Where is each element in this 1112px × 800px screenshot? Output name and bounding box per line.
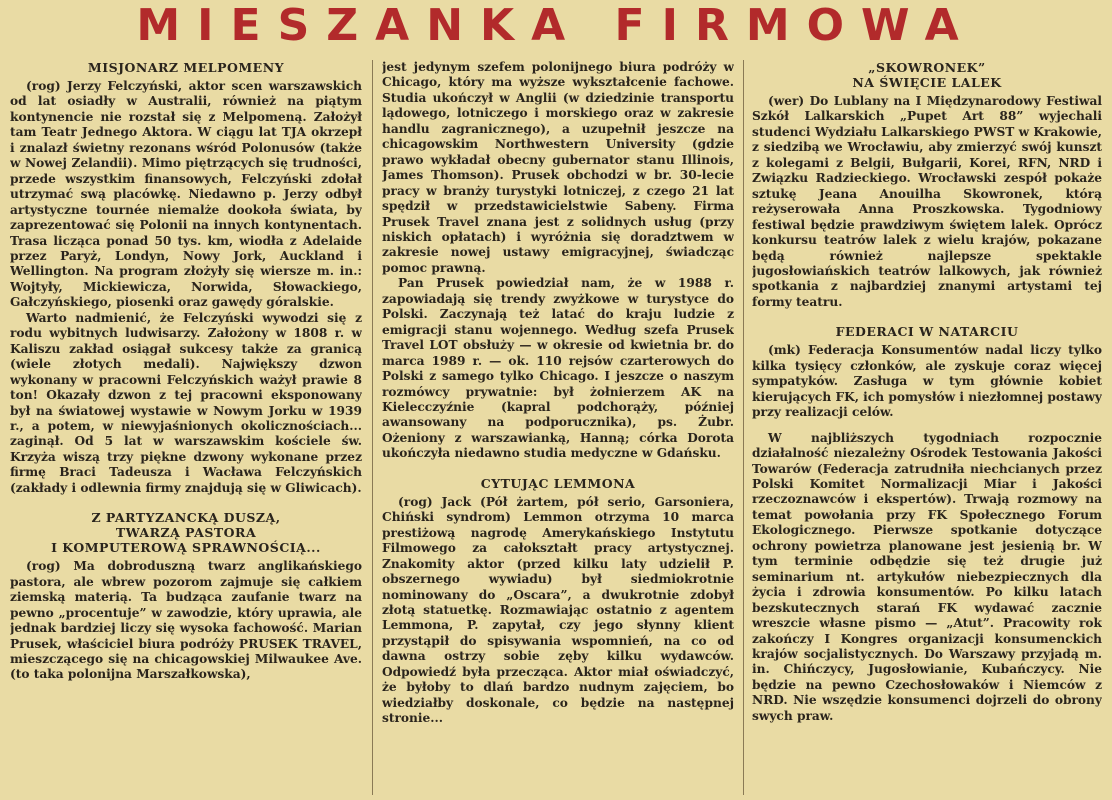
- column-divider: [743, 60, 744, 795]
- article-paragraph: (rog) Jack (Pół żartem, pół serio, Garsoniera, Chiński syndrom) Lemmon otrzyma 10 marca prestiżową nagrodę Amerykańskiego Instytutu Filmowego za całokształt pracy artystycznej. Znakomity aktor (przed kilku laty udzielił P. obszernego wywiadu) był siedmiokrotnie nominowany do „Oscara”, a dwukrotnie zdobył złotą statuetkę. Rozmawiając ostatnio z agentem Lemmona, P. zapytał, czy jego słynny klient przystąpił do spisywania wspomnień, na co od dawna ostrzy sobie zęby kilku wydawców. Odpowiedź była przecząca. Aktor miał oświadczyć, że byłoby to dlań bardzo nudnym zajęciem, bo wiedziałby doskonale, co będzie na następnej stronie...: [382, 494, 734, 726]
- article-heading: Z PARTYZANCKĄ DUSZĄ,: [91, 510, 281, 526]
- column-1: [10, 60, 362, 800]
- column-2: [382, 60, 734, 800]
- article-heading: „SKOWRONEK”: [868, 60, 986, 75]
- article-heading: NA ŚWIĘCIE LALEK: [852, 75, 1002, 90]
- article-paragraph: Warto nadmienić, że Felczyński wywodzi się z rodu wybitnych ludwisarzy. Założony w 1808 r. w Kaliszu zakład osiągał sukcesy także za granicą (wiele złotych medali). Największy dzwon wykonany w pracowni Felczyńskich ważył prawie 8 ton! Okazały dzwon z tej pracowni eksponowany był na światowej wystawie w Nowym Jorku w 1939 r., a potem, w niewyjaśnionych okolicznościach... zaginął. Od 5 lat w warszawskim kościele św. Krzyża wiszą trzy piękne dzwony wykonane przez firmę Braci Tadeusza i Wacława Felczyńskich (zakłady i odlewnia firmy znajdują się w Gliwicach).: [10, 310, 362, 495]
- article-heading: MISJONARZ MELPOMENY: [87, 60, 285, 75]
- article-paragraph: (rog) Ma dobroduszną twarz anglikańskiego pastora, ale wbrew pozorom zajmuje się całkiem ziemską materią. Ta budząca zaufanie twarz na pewno „procentuje” w zawodzie, który uprawia, ale jednak bardziej liczy się wysoka fachowość. Marian Prusek, właściciel biura podróży PRUSEK TRAVEL, mieszczącego się na chicagowskiej Milwaukee Ave. (to taka polonijna Marszałkowska),: [10, 559, 362, 682]
- article-heading: TWARZĄ PASTORA: [115, 525, 257, 541]
- article-heading: CYTUJĄC LEMMONA: [480, 475, 636, 491]
- article-paragraph: (rog) Jerzy Felczyński, aktor scen warszawskich od lat osiadły w Australii, również na piątym kontynencie nie rozstał się z Melpomeną. Założył tam Teatr Jednego Aktora. W ciągu lat TJA okrzepł i znalazł świetny rezonans wśród Polonusów (także w Nowej Zelandii). Mimo piętrzących się trudności, przede wszystkim finansowych, Felczyński zdołał utrzymać swą placówkę. Niedawno p. Jerzy odbył artystyczne tournée niemalże dookoła świata, by zaprezentować się Polonii na innych kontynentach. Trasa licząca ponad 50 tys. km, wiodła z Adelaide przez Paryż, Londyn, Nowy Jork, Auckland i Wellington. Na program złożyły się wiersze m. in.: Wojtyły, Mickiewicza, Norwida, Słowackiego, Gałczyńskiego, piosenki oraz gawędy góralskie.: [10, 79, 362, 310]
- column-3: [752, 60, 1102, 800]
- column-divider: [372, 60, 373, 795]
- article-paragraph: (wer) Do Lublany na I Międzynarodowy Festiwal Szkół Lalkarskich „Pupet Art 88” wyjechali studenci Wydziału Lalkarskiego PWST w Krakowie, z siedzibą we Wrocławiu, aby zmierzyć swój kunszt z kolegami z Belgii, Bułgarii, Korei, RFN, NRD i Związku Radzieckiego. Wrocławski zespół pokaże sztukę Jeana Anouilha Skowronek, którą reżyserowała Anna Proszkowska. Tygodniowy festiwal będzie prawdziwym świętem lalek. Oprócz konkursu teatrów lalek z wielu krajów, pokazane będą również najlepsze spektakle jugosłowiańskich teatrów lalkowych, jak również spotkania z najbardziej znanymi artystami tej formy teatru.: [752, 94, 1102, 309]
- article-paragraph: jest jedynym szefem polonijnego biura podróży w Chicago, który ma wyższe wykształcenie fachowe. Studia ukończył w Anglii (w dziedzinie transportu lądowego, lotniczego i morskiego oraz w zakresie handlu zagranicznego), a uzupełnił jeszcze na chicagowskim Northwestern University (gdzie prawo wykładał obecny gubernator stanu Illinois, James Thomson). Prusek obchodzi w br. 30-lecie pracy w branży turystyki lotniczej, z czego 21 lat spędził w przedstawicielstwie Sabeny. Firma Prusek Travel znana jest z solidnych usług (przy niskich opłatach) i wyróżnia się doradztwem w zakresie nowej ustawy emigracyjnej, świadcząc pomoc prawną.: [382, 60, 734, 275]
- article-paragraph: W najbliższych tygodniach rozpocznie działalność niezależny Ośrodek Testowania Jakości Towarów (Federacja zatrudniła niechcianych przez Polski Komitet Normalizacji Miar i Jakości rzeczoznawców i ekspertów). Trwają rozmowy na temat powołania przy FK Społecznego Forum Ekologicznego. Pierwsze spotkanie dotyczące ochrony powietrza planowane jest jesienią br. W tym terminie odbędzie się też drugie już seminarium nt. artykułów niebezpiecznych dla życia i zdrowia konsumentów. Po kilku latach bezskutecznych starań FK wydawać zacznie wreszcie własne pismo — „Atut”. Pracowity rok zakończy I Kongres organizacji konsumenckich krajów socjalistycznych. Do Warszawy przyjadą m. in. Chińczycy, Jugosłowianie, Kubańczycy. Nie będzie na pewno Czechosłowaków i Niemców z NRD. Nie wszędzie konsumenci dojrzeli do obrony swych praw.: [752, 430, 1102, 723]
- article-heading: FEDERACI W NATARCIU: [835, 324, 1019, 340]
- page-title: MIESZANKA FIRMOWA: [136, 0, 976, 51]
- article-heading: I KOMPUTEROWĄ SPRAWNOŚCIĄ...: [51, 540, 321, 556]
- article-paragraph: Pan Prusek powiedział nam, że w 1988 r. zapowiadają się trendy zwyżkowe w turystyce do Polski. Zaczynają też latać do kraju ludzie z emigracji stanu wojennego. Według szefa Prusek Travel LOT obsłuży — w okresie od kwietnia br. do marca 1989 r. — ok. 110 rejsów czarterowych do Polski z samego tylko Chicago. I jeszcze o naszym rozmówcy prywatnie: był żołnierzem AK na Kielecczyźnie (kapral podchorąży, później awansowany na podporucznika), ps. Żubr. Ożeniony z warszawianką, Hanną; córka Dorota ukończyła niedawno studia medyczne w Gdańsku.: [382, 276, 734, 461]
- article-paragraph: (mk) Federacja Konsumentów nadal liczy tylko kilka tysięcy członków, ale zyskuje coraz więcej sympatyków. Zasługa w tym głównie kobiet kierujących FK, ich pomysłów i niezłomnej postawy przy realizacji celów.: [752, 343, 1102, 420]
